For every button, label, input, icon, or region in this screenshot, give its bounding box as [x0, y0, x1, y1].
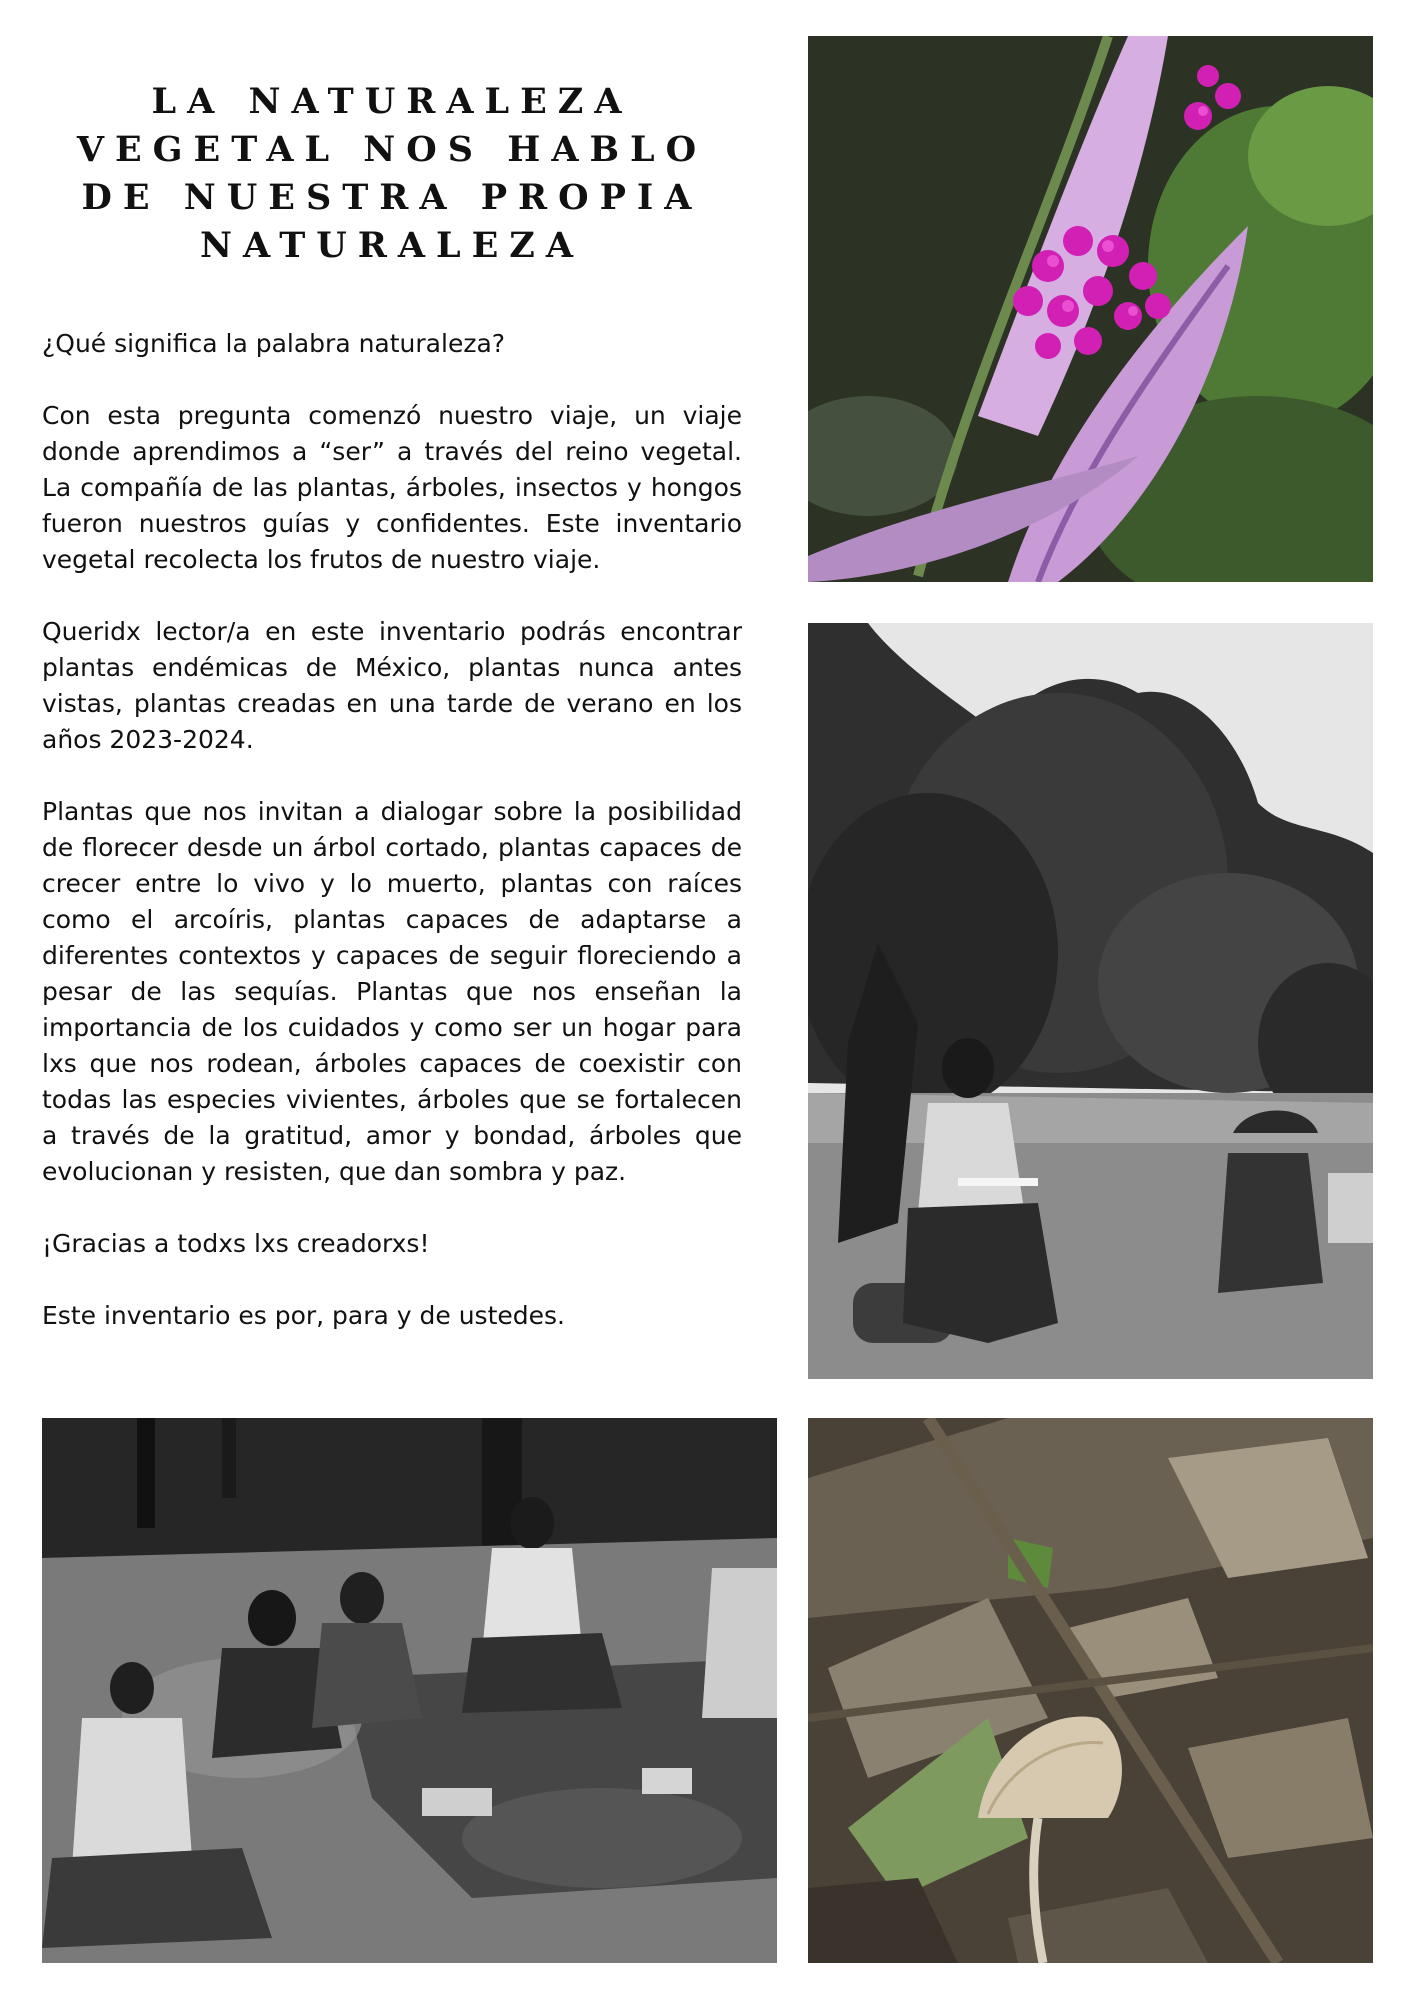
paragraph-thanks: ¡Gracias a todxs lxs creadorxs! [42, 1229, 430, 1258]
paragraph-question: ¿Qué significa la palabra naturaleza? [42, 329, 506, 358]
paragraph-journey: Con esta pregunta comenzó nuestro viaje, un viaje donde aprendimos a “ser” a través del reino vegetal. La compañía de las plantas, árboles, insectos y hongos fueron nuestros guías y confidentes. Este inventario vegetal recolecta los frutos de nuestro viaje. [42, 401, 742, 574]
photo-pink-flower [808, 36, 1373, 582]
title-line: VEGETAL NOS HABLO [76, 129, 708, 170]
paragraph-plants: Plantas que nos invitan a dialogar sobre la posibilidad de florecer desde un árbol cortado, plantas capaces de crecer entre lo vivo y lo muerto, plantas con raíces como el arcoíris, plantas capaces de adaptarse a diferentes contextos y capaces de seguir floreciendo a pesar de las sequías. Plantas que nos enseñan la importancia de los cuidados y como ser un hogar para lxs que nos rodean, árboles capaces de coexistir con todas las especies vivientes, árboles que se fortalecen a través de la gratitud, amor y bondad, árboles que evolucionan y resisten, que dan sombra y paz. [42, 797, 742, 1186]
paragraph-dedication: Este inventario es por, para y de ustedes. [42, 1301, 565, 1330]
title-line: DE NUESTRA PROPIA [81, 177, 703, 218]
photo-forest-drawing [808, 623, 1373, 1379]
photo-group-drawing [42, 1418, 777, 1963]
intro-text [42, 326, 742, 1334]
title-line: LA NATURALEZA [151, 81, 633, 122]
photo-mushroom [808, 1418, 1373, 1963]
paragraph-reader: Queridx lector/a en este inventario podrás encontrar plantas endémicas de México, plantas nunca antes vistas, plantas creadas en una tarde de verano en los años 2023-2024. [42, 617, 742, 754]
page-title [42, 78, 742, 270]
title-line: NATURALEZA [199, 225, 585, 266]
